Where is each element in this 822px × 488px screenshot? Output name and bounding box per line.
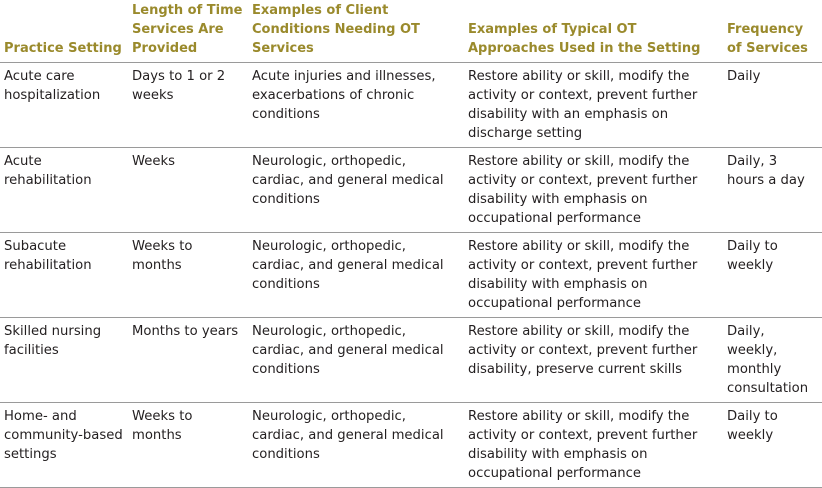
table-row	[0, 232, 822, 317]
cell-frequency: Daily	[723, 62, 822, 147]
cell-frequency: Daily to weekly	[723, 402, 822, 487]
header-ot-approaches: Examples of Typical OT Approaches Used in the Setting	[464, 0, 723, 62]
cell-setting: Subacute rehabilitation	[0, 232, 128, 317]
cell-approaches: Restore ability or skill, modify the activity or context, prevent further disability with emphasis on occupational performance	[464, 402, 723, 487]
header-client-conditions: Examples of Client Conditions Needing OT Services	[248, 0, 464, 62]
cell-conditions: Neurologic, orthopedic, cardiac, and general medical conditions	[248, 317, 464, 402]
cell-setting: Acute care hospitalization	[0, 62, 128, 147]
header-practice-setting: Practice Setting	[0, 0, 128, 62]
cell-conditions: Neurologic, orthopedic, cardiac, and general medical conditions	[248, 147, 464, 232]
cell-length: Weeks to months	[128, 232, 248, 317]
cell-conditions: Acute injuries and illnesses, exacerbations of chronic conditions	[248, 62, 464, 147]
table-row	[0, 317, 822, 402]
cell-approaches: Restore ability or skill, modify the activity or context, prevent further disability with emphasis on occupational performance	[464, 147, 723, 232]
cell-setting: Home- and community-based settings	[0, 402, 128, 487]
table-row	[0, 62, 822, 147]
cell-approaches: Restore ability or skill, modify the activity or context, prevent further disability with an emphasis on discharge setting	[464, 62, 723, 147]
cell-conditions: Neurologic, orthopedic, cardiac, and general medical conditions	[248, 232, 464, 317]
cell-length: Days to 1 or 2 weeks	[128, 62, 248, 147]
cell-frequency: Daily, 3 hours a day	[723, 147, 822, 232]
cell-approaches: Restore ability or skill, modify the activity or context, prevent further disability, preserve current skills	[464, 317, 723, 402]
cell-frequency: Daily to weekly	[723, 232, 822, 317]
cell-frequency: Daily, weekly, monthly consultation	[723, 317, 822, 402]
cell-conditions: Neurologic, orthopedic, cardiac, and general medical conditions	[248, 402, 464, 487]
cell-length: Weeks to months	[128, 402, 248, 487]
header-length-of-time: Length of Time Services Are Provided	[128, 0, 248, 62]
cell-length: Weeks	[128, 147, 248, 232]
cell-length: Months to years	[128, 317, 248, 402]
table-row	[0, 147, 822, 232]
table-row	[0, 402, 822, 487]
cell-setting: Skilled nursing facilities	[0, 317, 128, 402]
cell-approaches: Restore ability or skill, modify the activity or context, prevent further disability with emphasis on occupational performance	[464, 232, 723, 317]
header-frequency: Frequency of Services	[723, 0, 822, 62]
table-header-row	[0, 0, 822, 62]
cell-setting: Acute rehabilitation	[0, 147, 128, 232]
